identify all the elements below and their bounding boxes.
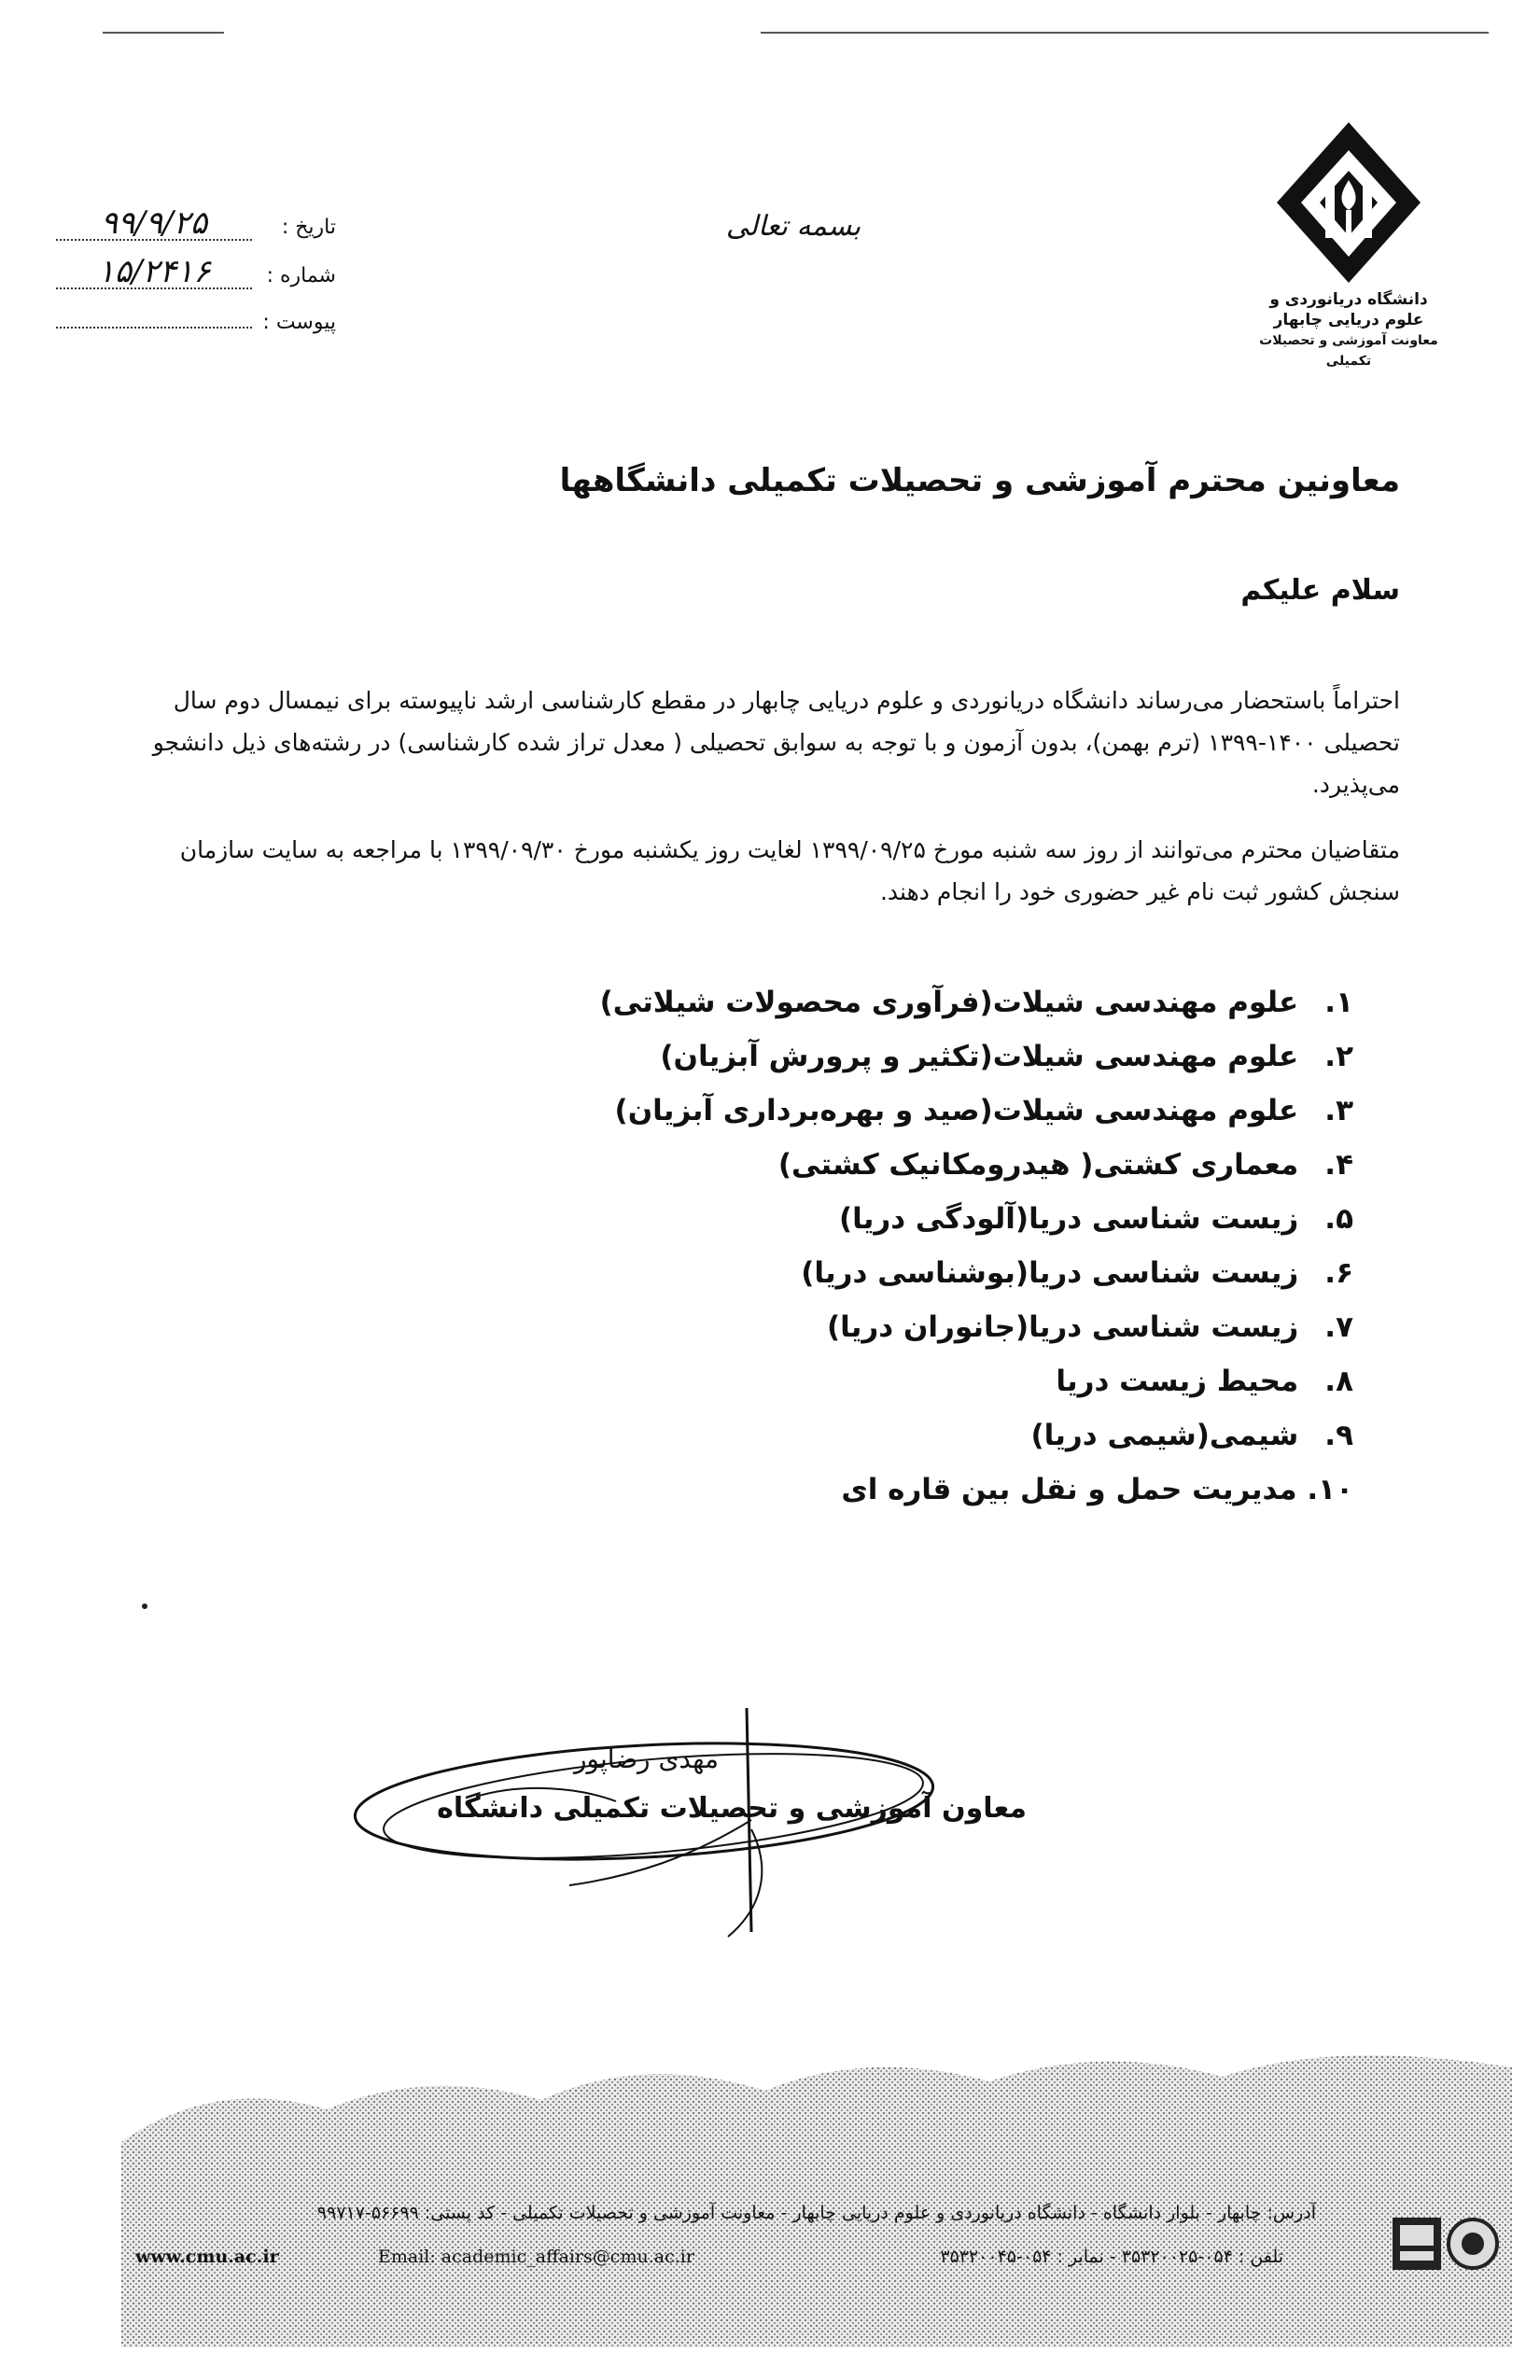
list-item: ۴. معماری کشتی( هیدرومکانیک کشتی) <box>777 1148 1353 1182</box>
attachment-label: پیوست : <box>262 311 336 334</box>
university-logo <box>1237 117 1461 371</box>
university-emblem-icon <box>1269 117 1428 289</box>
stray-mark <box>142 1603 147 1609</box>
email-link[interactable]: Email: academic_affairs@cmu.ac.ir <box>378 2247 694 2267</box>
signatory-name: مهدی رضاپور <box>573 1743 719 1774</box>
list-item: ۷. زیست شناسی دریا(جانوران دریا) <box>826 1310 1353 1344</box>
applicants-paragraph: متقاضیان محترم می‌توانند از روز سه شنبه مورخ ۱۳۹۹/۰۹/۲۵ لغایت روز یکشنبه مورخ ۱۳۹۹/۰۹/۳۰ با مراجعه به سایت سازمان سنجش کشور ثبت نام غیر حضوری خود را انجام دهند. <box>179 836 1400 905</box>
list-item: ۳. علوم مهندسی شیلات(صید و بهره‌برداری آبزیان) <box>614 1094 1353 1127</box>
basmala: بسمه تعالی <box>725 210 861 243</box>
list-item: ۶. زیست شناسی دریا(بوشناسی دریا) <box>801 1256 1353 1290</box>
date-row <box>37 204 336 242</box>
website-link[interactable]: www.cmu.ac.ir <box>135 2247 279 2267</box>
footer-pattern <box>121 2039 1512 2347</box>
number-label: شماره : <box>266 264 336 287</box>
list-item: ۹. شیمی(شیمی دریا) <box>1030 1419 1353 1452</box>
intro-paragraph: احتراماً باستحضار می‌رساند دانشگاه دریانوردی و علوم دریایی چابهار در مقطع کارشناسی ارشد ناپیوسته برای نیمسال دوم سال تحصیلی ۱۴۰۰-۱۳۹۹ (ترم بهمن)، بدون آزمون و با توجه به سوابق تحصیلی ( معدل تراز شده کارشناسی) در رشته‌های ذیل دانشجو می‌پذیرد. <box>152 687 1400 798</box>
date-label: تاریخ : <box>281 216 336 239</box>
footer <box>121 2039 1512 2347</box>
signatory-title: معاون آموزشی و تحصیلات تکمیلی دانشگاه <box>437 1792 1027 1825</box>
fields-list <box>327 975 1353 1517</box>
footer-address: آدرس: چابهار - بلوار دانشگاه - دانشگاه دریانوردی و علوم دریایی چابهار - معاونت آموزشی و تحصیلات تکمیلی - کد پستی: ۵۶۶۹۹-۹۹۷۱۷ <box>316 2203 1316 2223</box>
list-item: ۵. زیست شناسی دریا(آلودگی دریا) <box>838 1202 1353 1236</box>
logo-line-3: معاونت آموزشی و تحصیلات تکمیلی <box>1259 333 1438 369</box>
list-item: ۱۰. مدیریت حمل و نقل بین قاره ای <box>841 1473 1353 1506</box>
recipient: معاونین محترم آموزشی و تحصیلات تکمیلی دانشگاهها <box>559 462 1400 499</box>
header-rule-left <box>103 32 224 34</box>
logo-line-2: علوم دریایی چابهار <box>1273 311 1424 329</box>
attachment-value <box>56 308 252 329</box>
date-value: ۹۹/۹/۲۵ <box>56 207 252 241</box>
list-item: ۱. علوم مهندسی شیلات(فرآوری محصولات شیلاتی) <box>599 986 1353 1019</box>
phone-numbers: تلفن : ۰۵۴-۳۵۳۲۰۰۲۵ - نمابر : ۰۵۴-۳۵۳۲۰۰۴۵ <box>940 2247 1283 2267</box>
header-rule-right <box>761 32 1489 34</box>
number-value: ۱۵/۲۴۱۶ <box>56 256 252 289</box>
attachment-row <box>37 308 336 334</box>
list-item: ۸. محیط زیست دریا <box>1056 1365 1353 1398</box>
logo-line-1: دانشگاه دریانوردی و <box>1269 290 1428 309</box>
salutation: سلام علیکم <box>1240 574 1400 607</box>
list-item: ۲. علوم مهندسی شیلات(تکثیر و پرورش آبزیان) <box>660 1040 1353 1073</box>
number-row <box>37 253 336 290</box>
certification-logos-icon <box>1391 2210 1503 2275</box>
